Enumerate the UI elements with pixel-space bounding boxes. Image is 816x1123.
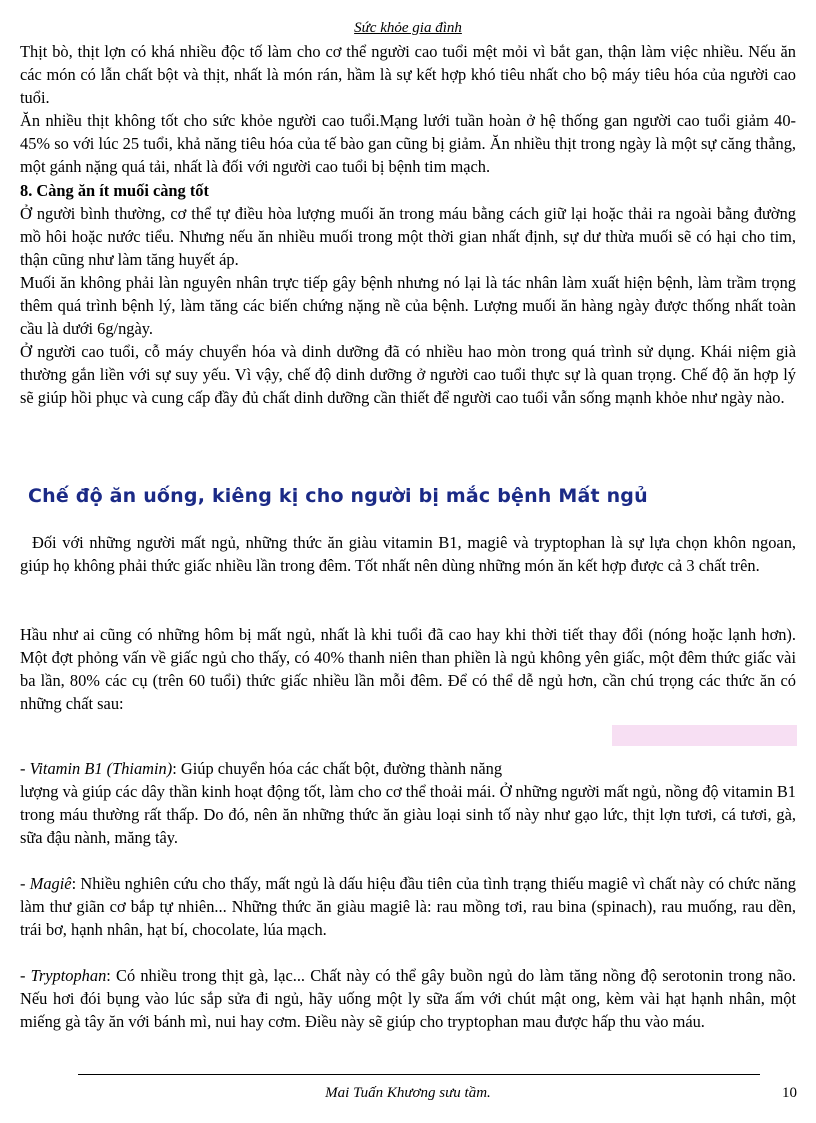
magie-paragraph bbox=[20, 872, 796, 941]
insomnia-section-title: Chế độ ăn uống, kiêng kị cho người bị mắc bệnh Mất ngủ bbox=[28, 485, 648, 507]
vitamin-b1-text: lượng và giúp các dây thần kinh hoạt động tốt, làm cho cơ thể thoải mái. Ở những người mất ngủ, nồng độ vitamin B1 trong máu thường rất thấp. Do đó, nên ăn những thức ăn giàu loại sinh tố này như gạo lức, thịt lợn tươi, cá tươi, gà, sữa đậu nành, măng tây. bbox=[20, 782, 796, 848]
magie-text: : Nhiều nghiên cứu cho thấy, mất ngủ là dấu hiệu đầu tiên của tình trạng thiếu magiê vì chất này có chức năng làm thư giãn cơ bắp tự nhiên... Những thức ăn giàu magiê là: rau mồng tơi, rau bina (spinach), rau muống, rau dền, trái bơ, hạnh nhân, hạt bí, chocolate, lúa mạch. bbox=[20, 874, 796, 940]
vitamin-b1-term: Vitamin B1 (Thiamin) bbox=[29, 759, 173, 778]
tryptophan-text: : Có nhiều trong thịt gà, lạc... Chất này có thể gây buồn ngủ do làm tăng nồng độ serotonin trong não. Nếu hơi đói bụng vào lúc sắp sửa đi ngủ, hãy uống một ly sữa ấm với chút mật ong, kèm vài hạt hạnh nhân, một miếng gà tây ăn với bánh mì, nui hay cơm. Điều này sẽ giúp cho tryptophan mau được hấp thu vào máu. bbox=[20, 966, 796, 1032]
vitamin-b1-first-line bbox=[20, 757, 796, 780]
paragraph: Thịt bò, thịt lợn có khá nhiều độc tố làm cho cơ thể người cao tuổi mệt mỏi vì bắt gan, thận làm việc nhiều. Nếu ăn các món có lẫn chất bột và thịt, nhất là món rán, hầm là sự kết hợp khó tiêu nhất cho bộ máy tiêu hóa của người cao tuổi. bbox=[20, 42, 796, 108]
page-number: 10 bbox=[782, 1085, 797, 1101]
tryptophan-block bbox=[20, 964, 796, 1033]
tryptophan-term: Tryptophan bbox=[30, 966, 107, 985]
highlight-box bbox=[612, 725, 797, 746]
paragraph: Ở người cao tuổi, cỗ máy chuyển hóa và dinh dưỡng đã có nhiều hao mòn trong quá trình sử dụng. Khái niệm già thường gắn liền với sự suy yếu. Vì vậy, chế độ dinh dưỡng ở người cao tuổi thực sự là quan trọng. Chế độ ăn hợp lý sẽ giúp hồi phục và cung cấp đầy đủ chất dinh dưỡng cần thiết để người cao tuổi vẫn sống mạnh khỏe như ngày nào. bbox=[20, 342, 796, 408]
survey-block bbox=[20, 623, 796, 715]
paragraph: Ở người bình thường, cơ thể tự điều hòa lượng muối ăn trong máu bằng cách giữ lại hoặc thải ra ngoài bằng đường mồ hôi hoặc nước tiểu. Nhưng nếu ăn nhiều muối trong một thời gian nhất định, sự dư thừa muối sẽ có hại cho tim, thận cũng như làm tăng huyết áp. bbox=[20, 203, 796, 269]
footer-divider bbox=[78, 1074, 760, 1075]
intro-block bbox=[20, 531, 796, 577]
paragraph: Ăn nhiều thịt không tốt cho sức khỏe người cao tuổi.Mạng lưới tuần hoàn ở hệ thống gan người cao tuổi giảm 40-45% so với lúc 25 tuổi, khả năng tiêu hóa của tế bào gan cũng bị giảm. Ăn nhiều thịt trong ngày là một sự căng thẳng, một gánh nặng quá tải, nhất là đối với người cao tuổi bị bệnh tim mạch. bbox=[20, 111, 796, 177]
magie-term: Magiê bbox=[29, 874, 72, 893]
section-heading: 8. Càng ăn ít muối càng tốt bbox=[20, 180, 209, 200]
top-content bbox=[20, 40, 796, 410]
bullet-dash: - bbox=[20, 966, 31, 985]
vitamin-b1-line1: : Giúp chuyển hóa các chất bột, đường thành năng bbox=[172, 759, 503, 778]
footer-credit: Mai Tuấn Khương sưu tầm. bbox=[325, 1085, 491, 1101]
intro-paragraph: Đối với những người mất ngủ, những thức ăn giàu vitamin B1, magiê và tryptophan là sự lựa chọn khôn ngoan, giúp họ không phải thức giấc nhiều lần trong đêm. Tốt nhất nên dùng những món ăn kết hợp được cả 3 chất trên. bbox=[20, 533, 796, 576]
bullet-dash: - bbox=[20, 874, 30, 893]
magie-block bbox=[20, 872, 796, 941]
survey-paragraph: Hầu như ai cũng có những hôm bị mất ngủ, nhất là khi tuổi đã cao hay khi thời tiết thay đổi (nóng hoặc lạnh hơn). Một đợt phỏng vấn về giấc ngủ cho thấy, có 40% thanh niên than phiền là ngủ không yên giấc, một đêm thức giấc vài ba lần, 80% các cụ (trên 60 tuổi) thức giấc nhiều lần mỗi đêm. Để có thể dễ ngủ hơn, cần chú trọng các thức ăn có những chất sau: bbox=[20, 625, 796, 714]
vitamin-b1-block bbox=[20, 757, 796, 849]
tryptophan-paragraph bbox=[20, 964, 796, 1033]
bullet-dash: - bbox=[20, 759, 30, 778]
paragraph: Muối ăn không phải làn nguyên nhân trực tiếp gây bệnh nhưng nó lại là tác nhân làm xuất hiện bệnh, làm trầm trọng thêm quá trình bệnh lý, làm tăng các biến chứng nặng nề của bệnh. Lượng muối ăn hàng ngày được thống nhất toàn cầu là dưới 6g/ngày. bbox=[20, 272, 796, 339]
page-header: Sức khỏe gia đình bbox=[354, 20, 462, 36]
